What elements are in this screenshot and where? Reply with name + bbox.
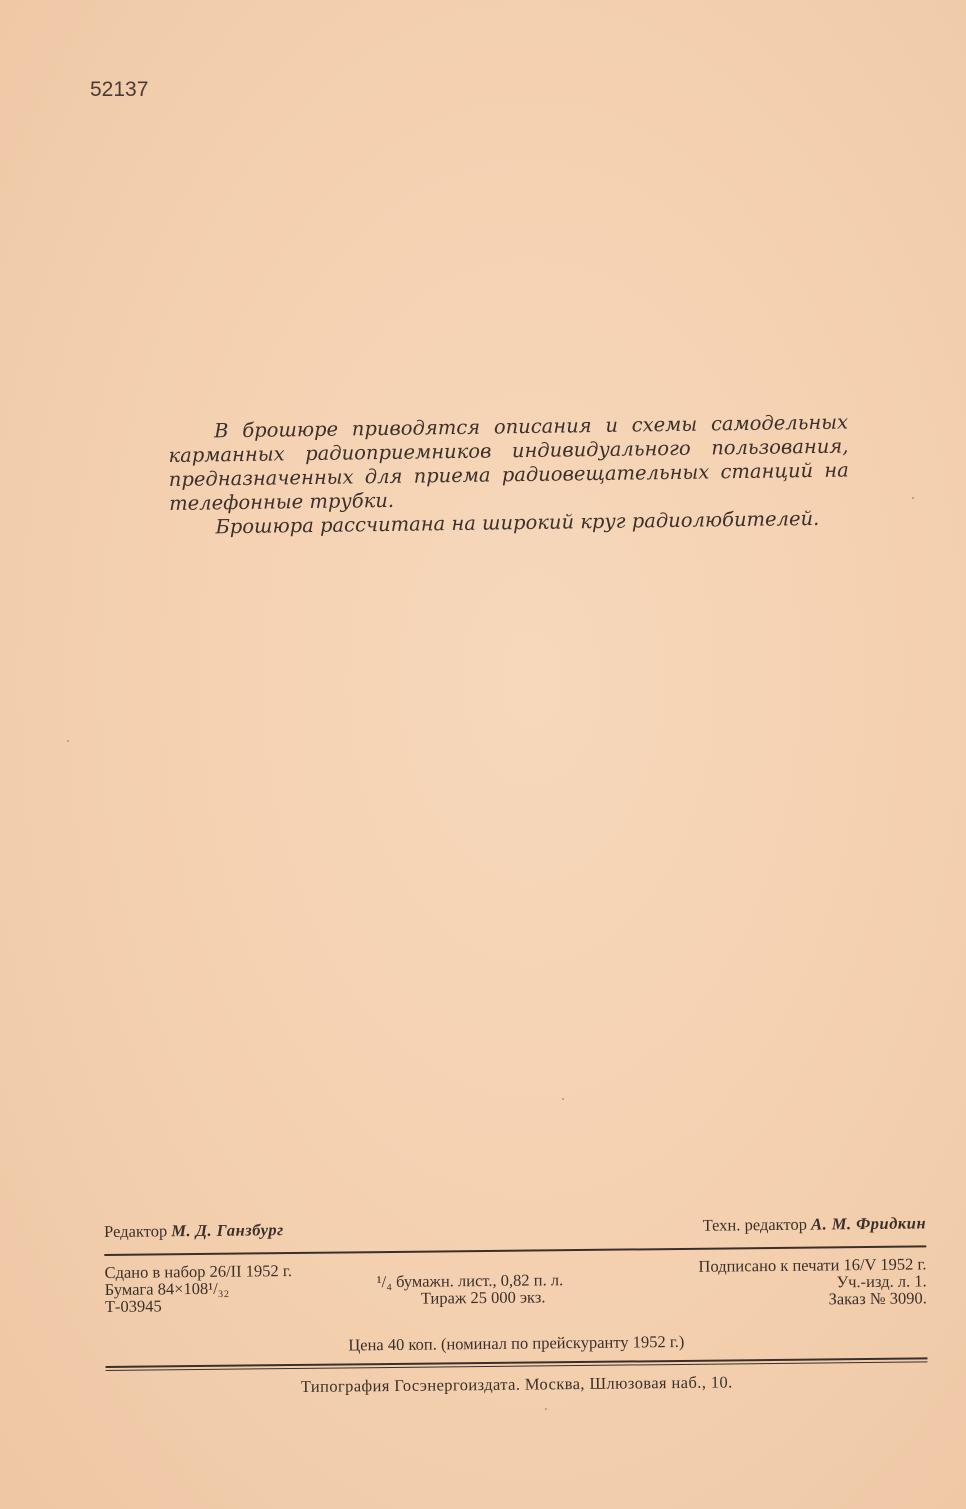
publisher-sheets: Уч.-изд. л. 1. [836, 1271, 927, 1292]
print-details-right [698, 1255, 927, 1308]
tech-editor-credit [703, 1213, 927, 1235]
editor-label: Редактор [104, 1221, 168, 1241]
sheet-count: ¹/₄ бумажн. лист., 0,82 п. л. [376, 1270, 564, 1292]
catalog-number: 52137 [90, 78, 149, 101]
paper-speck [562, 1098, 564, 1100]
paper-speck [545, 1408, 547, 1410]
print-details [104, 1255, 927, 1336]
paper-speck [67, 740, 69, 742]
typeset-date: Сдано в набор 26/II 1952 г. [104, 1261, 292, 1282]
editor-name: М. Д. Ганзбург [171, 1220, 284, 1241]
paper-speck [912, 497, 914, 499]
annotation-paragraph: Брошюра рассчитана на широкий круг радиолюбителей. [215, 506, 820, 539]
printer-line: Типография Госэнергоиздата. Москва, Шлюзовая наб., 10. [300, 1372, 733, 1396]
print-details-middle [377, 1271, 564, 1307]
tech-editor-name: А. М. Фридкин [810, 1213, 927, 1234]
price-line: Цена 40 коп. (номинал по прейскуранту 1952 г.) [348, 1331, 685, 1355]
tech-editor-label: Техн. редактор [702, 1214, 808, 1235]
annotation-block [168, 411, 850, 540]
paper-format: Бумага 84×108¹/₃₂ [104, 1278, 230, 1299]
print-run: Тираж 25 000 экз. [420, 1287, 546, 1308]
signed-date: Подписано к печати 16/V 1952 г. [698, 1254, 927, 1276]
print-details-left [104, 1262, 292, 1315]
annotation-paragraph: В брошюре приводятся описания и схемы самодельных карманных радиоприемников индивидуального пользования, предназначенных для приема радиовещательных станций на телефонные трубки. [168, 410, 849, 515]
license-number: Т-03945 [104, 1296, 162, 1316]
editor-credit [104, 1220, 284, 1242]
order-number: Заказ № 3090. [828, 1288, 927, 1309]
imprint-block [104, 1213, 928, 1399]
